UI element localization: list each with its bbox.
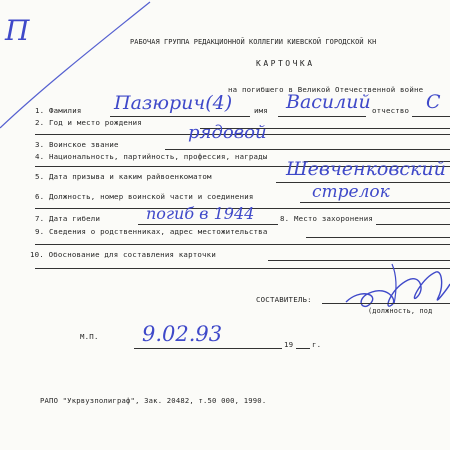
field-7-line: [138, 224, 278, 225]
field-5-label: 5. Дата призыва и каким райвоенкоматом: [35, 172, 212, 181]
corner-mark: П: [5, 14, 30, 47]
field-4-label: 4. Национальность, партийность, профессия, награды: [35, 152, 268, 161]
field-9-line-2: [35, 244, 450, 245]
field-1-value: Пазюрич(4): [114, 92, 233, 114]
field-5-value: Шевченковский: [286, 158, 446, 180]
field-3-label: 3. Воинское звание: [35, 140, 119, 149]
printer-imprint: РАПО "Укрвузполиграф", Зак. 20482, т.50 000, 1990.: [40, 396, 267, 405]
name-label: имя: [254, 106, 268, 115]
card-subtitle: на погибшего в Великой Отечественной войне: [228, 85, 424, 94]
name-value: Василий: [286, 91, 371, 113]
field-8-line: [376, 224, 450, 225]
patronymic-label: отчество: [372, 106, 410, 115]
year-line: [296, 348, 310, 349]
field-3-line: [165, 149, 450, 150]
patronymic-line: [412, 116, 450, 117]
name-line: [278, 116, 366, 117]
year-prefix: 19: [284, 340, 294, 349]
field-6-label: 6. Должность, номер воинской части и соединения: [35, 192, 254, 201]
patronymic-value: С: [426, 91, 441, 113]
field-1-label: 1. Фамилия: [35, 106, 82, 115]
field-6-line: [300, 202, 450, 203]
field-8-label: 8. Место захоронения: [280, 214, 373, 223]
date-line: [134, 348, 282, 349]
field-7-label: 7. Дата гибели: [35, 214, 101, 223]
card-title: КАРТОЧКА: [256, 59, 315, 68]
field-9-label: 9. Сведения о родственниках, адрес местожительства: [35, 227, 268, 236]
field-10-label: 10. Обоснование для составления карточки: [30, 250, 216, 259]
field-7-value: погиб в 1944: [146, 204, 255, 223]
field-3-value: рядовой: [188, 122, 267, 143]
header-org: РАБОЧАЯ ГРУППА РЕДАКЦИОННОЙ КОЛЛЕГИИ КИЕВСКОЙ ГОРОДСКОЙ КН: [130, 38, 377, 46]
field-1-line: [110, 116, 250, 117]
field-6-value: стрелок: [312, 182, 390, 202]
stamp-label: М.П.: [80, 332, 99, 341]
compiler-label: СОСТАВИТЕЛЬ:: [256, 295, 312, 304]
compiler-line: [322, 303, 450, 304]
field-9-line: [306, 237, 450, 238]
date-value: 9.02.93: [142, 322, 223, 346]
year-suffix: г.: [312, 340, 322, 349]
field-2-label: 2. Год и место рождения: [35, 118, 142, 127]
position-note: (должность, под: [368, 307, 433, 315]
